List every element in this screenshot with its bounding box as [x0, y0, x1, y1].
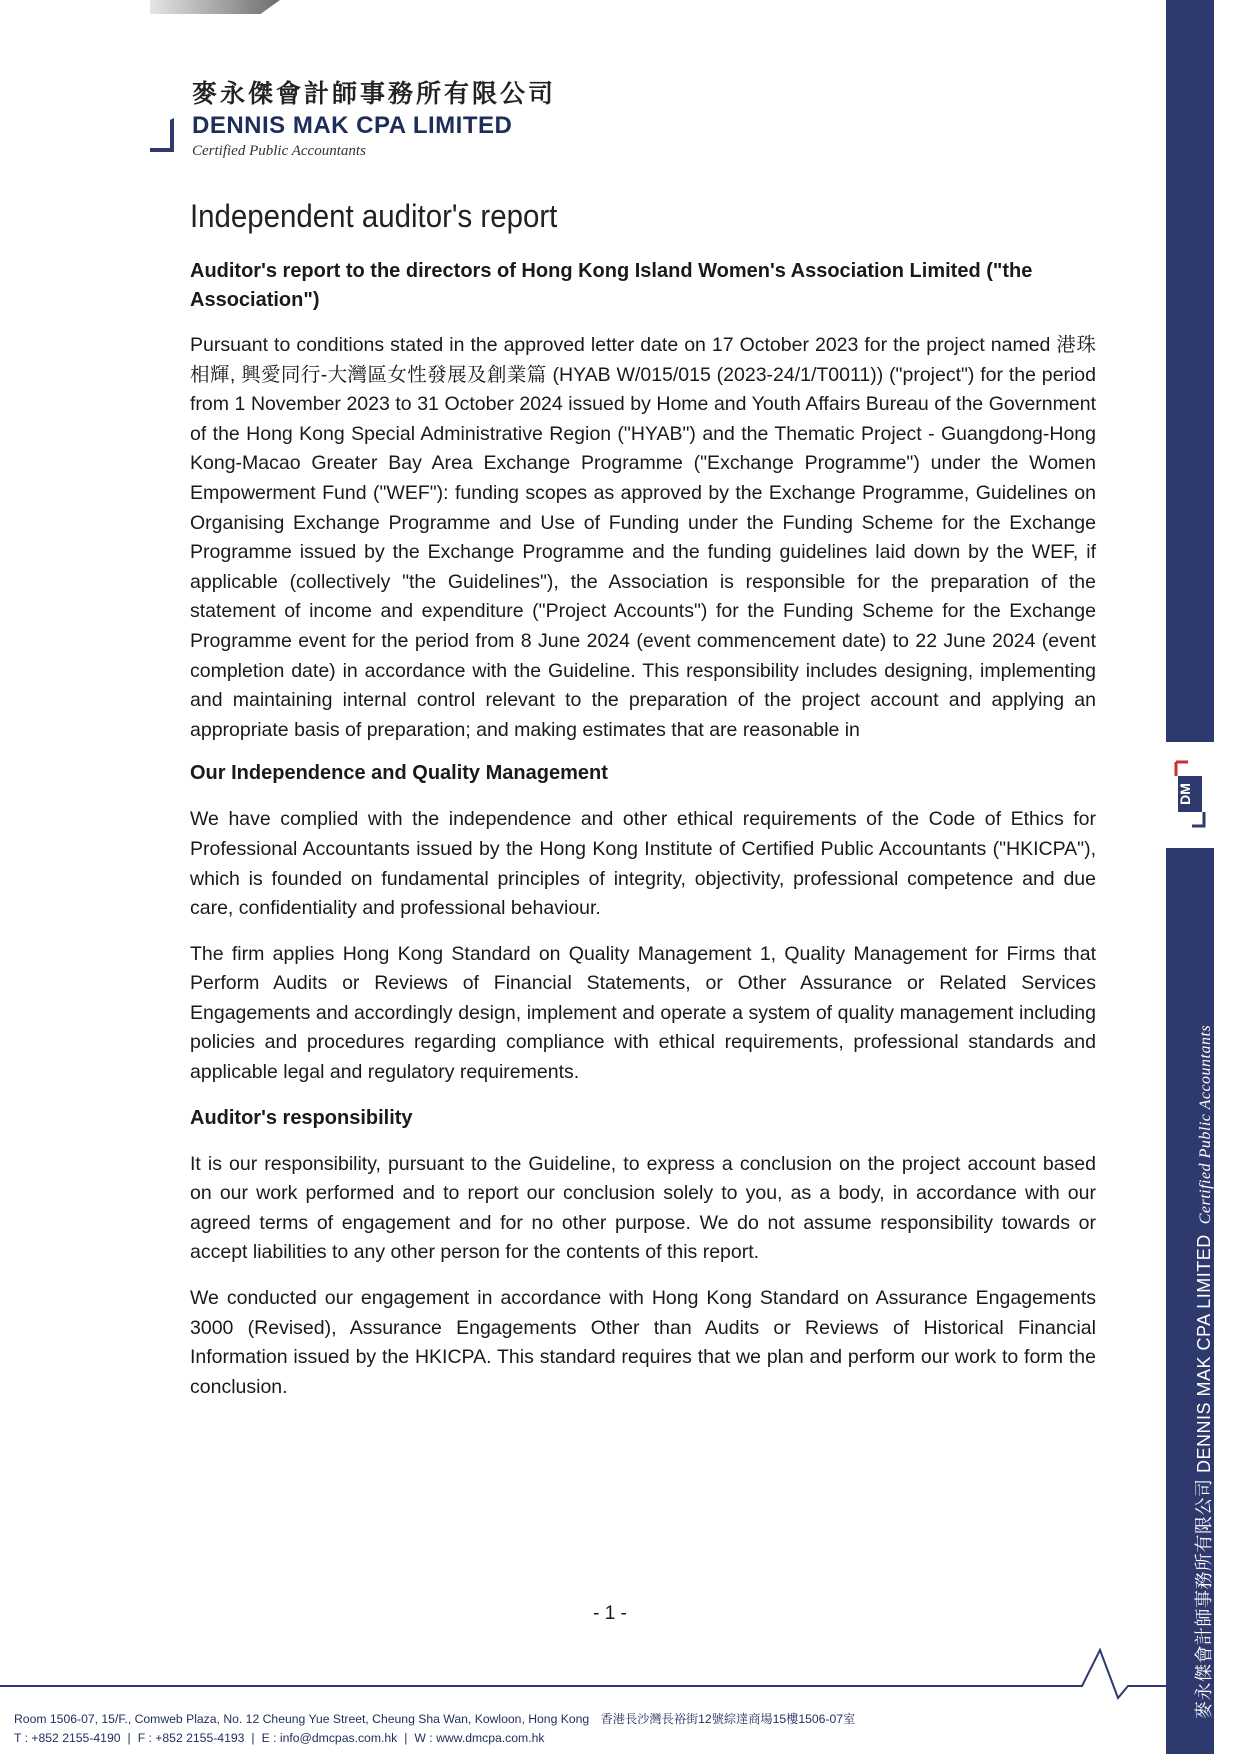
footer-fax: F : +852 2155-4193 — [137, 1731, 245, 1745]
paragraph-responsibility-1: It is our responsibility, pursuant to the Guideline, to express a conclusion on the project account based on our work performed and to report our conclusion solely to you, as a body, in accordance with our agreed terms of engagement and for no other purpose. We do not assume responsibility towards or accept liabilities to any other person for the contents of this report. — [190, 1152, 1096, 1264]
footer-website[interactable]: W : www.dmcpa.com.hk — [414, 1731, 545, 1745]
divider: | — [127, 1731, 131, 1745]
dm-logo-text: DM — [1177, 783, 1193, 805]
page-number: - 1 - — [593, 1603, 627, 1624]
footer-address-en: Room 1506-07, 15/F., Comweb Plaza, No. 12 Cheung Yue Street, Cheung Sha Wan, Kowloon, Hong Kong — [14, 1712, 590, 1726]
paragraph-independence-1: We have complied with the independence and other ethical requirements of the Code of Ethics for Professional Accountants issued by the Hong Kong Institute of Certified Public Accountants ("HKICPA"), which is founded on fundamental principles of integrity, objectivity, professional competence and due care, confidentiality and professional behaviour. — [190, 808, 1096, 920]
footer — [14, 1710, 855, 1748]
divider: | — [251, 1731, 255, 1745]
firm-logo-mark — [148, 118, 180, 154]
footer-email[interactable]: E : info@dmcpas.com.hk — [261, 1731, 398, 1745]
paragraph-responsibility-2: We conducted our engagement in accordance with Hong Kong Standard on Assurance Engagements 3000 (Revised), Assurance Engagements Other than Audits or Reviews of Historical Financial Information issued by the HKICPA. This standard requires that we plan and perform our work to form the conclusion. — [190, 1287, 1096, 1398]
report-body — [190, 198, 1096, 1402]
side-tagline: Certified Public Accountants — [1197, 1024, 1214, 1225]
report-subtitle: Auditor's report to the directors of Hong Kong Island Women's Association Limited ("the Association") — [190, 260, 1033, 311]
footer-pulse-line — [0, 1640, 1166, 1700]
section-heading-independence: Our Independence and Quality Management — [190, 762, 608, 785]
section-heading-responsibility: Auditor's responsibility — [190, 1106, 413, 1129]
scan-shadow — [150, 0, 280, 14]
page-title: Independent auditor's report — [190, 198, 558, 234]
footer-address-cn: 香港長沙灣長裕街12號綜達商場15樓1506-07室 — [600, 1712, 856, 1726]
letterhead — [192, 74, 556, 160]
firm-tagline: Certified Public Accountants — [192, 143, 366, 159]
divider: | — [404, 1731, 408, 1745]
side-vertical-text — [1190, 1025, 1216, 1719]
side-firm-name: 麥永傑會計師事務所有限公司 DENNIS MAK CPA LIMITED — [1194, 1234, 1214, 1719]
intro-paragraph: Pursuant to conditions stated in the approved letter date on 17 October 2023 for the project named 港珠相輝, 興愛同行-大灣區女性發展及創業篇 (HYAB W/015/015 (2023-24/1/T0011)) ("project") for the period from 1 November 2023 to 31 October 2024 issued by Home and Youth Affairs Bureau of the Government of the Hong Kong Special Administrative Region ("HYAB") and the Thematic Project - Guangdong-Hong Kong-Macao Greater Bay Area Exchange Programme ("Exchange Programme") under the Women Empowerment Fund ("WEF"): funding scopes as approved by the Exchange Programme, Guidelines on Organising Exchange Programme and Use of Funding under the Funding Scheme for the Exchange Programme issued by the Exchange Programme and the funding guidelines laid down by the WEF, if applicable (collectively "the Guidelines"), the Association is responsible for the preparation of the statement of income and expenditure ("Project Accounts") for the Funding Scheme for the Exchange Programme event for the period from 8 June 2024 (event commencement date) to 22 June 2024 (event completion date) in accordance with the Guideline. This responsibility includes designing, implementing and maintaining internal control relevant to the preparation of the project account and applying an appropriate basis of preparation; and making estimates that are reasonable in — [190, 334, 1096, 741]
firm-name-chinese: 麥永傑會計師事務所有限公司 — [192, 79, 557, 108]
footer-tel: T : +852 2155-4190 — [14, 1731, 121, 1745]
side-banner — [1166, 0, 1214, 1754]
dm-logo-icon — [1170, 758, 1210, 830]
paragraph-independence-2: The firm applies Hong Kong Standard on Quality Management 1, Quality Management for Firms that Perform Audits or Reviews of Financial Statements, or Other Assurance or Related Services Engagements and accordingly design, implement and operate a system of quality management including policies and procedures regarding compliance with ethical requirements, professional standards and applicable legal and regulatory requirements. — [190, 942, 1096, 1084]
side-band-top — [1166, 0, 1214, 742]
firm-name-english: DENNIS MAK CPA LIMITED — [192, 112, 513, 139]
